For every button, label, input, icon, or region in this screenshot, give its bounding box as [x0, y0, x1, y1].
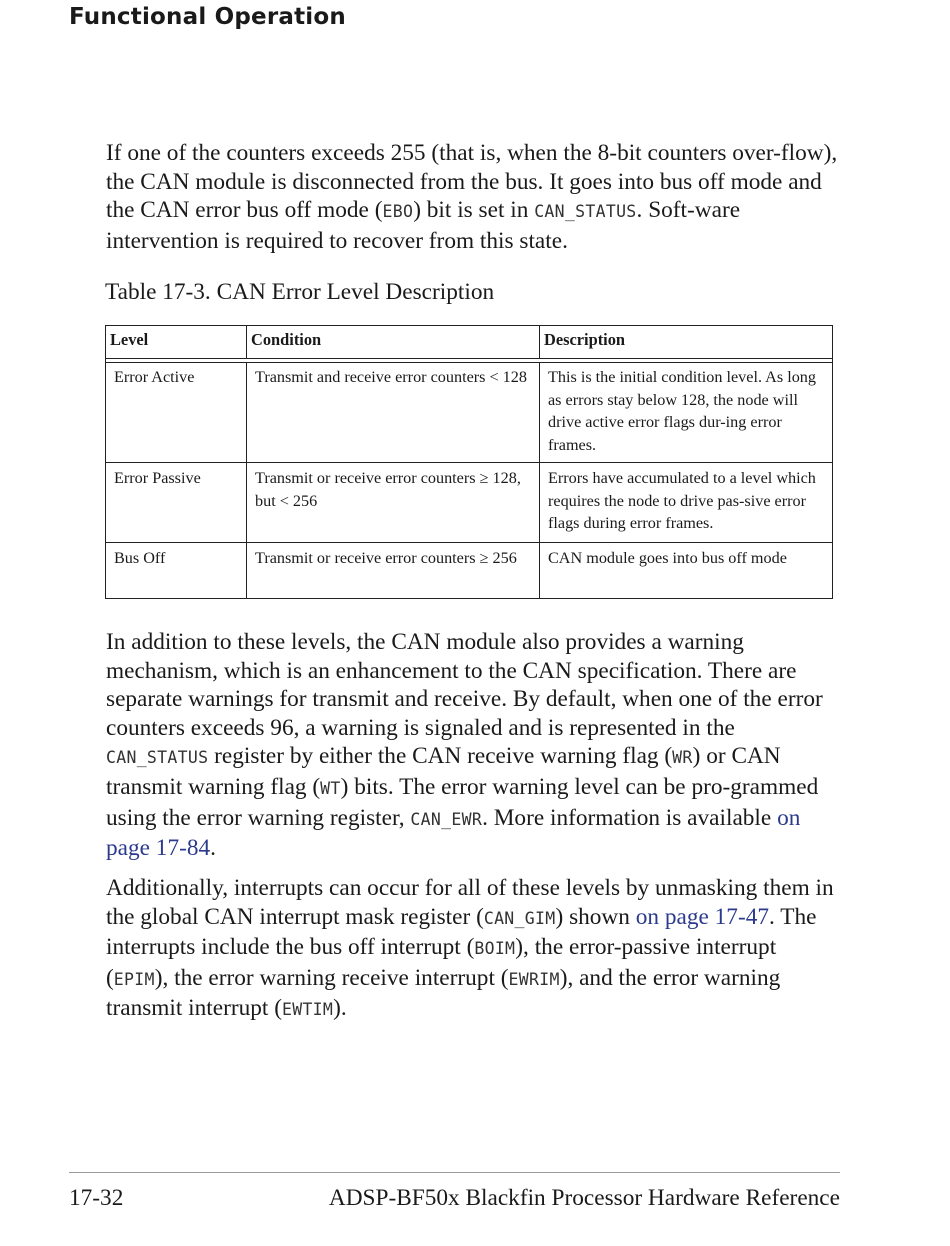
text: ), the error warning receive interrupt ( [154, 964, 509, 991]
register-can-gim: CAN_GIM [483, 908, 556, 928]
table-row [106, 543, 832, 598]
table-caption: Table 17-3. CAN Error Level Description [105, 279, 495, 305]
error-level-table [105, 325, 833, 599]
register-can-status: CAN_STATUS [106, 748, 209, 768]
cell-condition: Transmit and receive error counters < 128 [246, 362, 539, 462]
text: If one of the counters exceeds 255 (that is, when the 8-bit counters over-flow), the CAN module is disconnected from the bus. It goes into bus off mode and the CAN error bus off mode ( [106, 140, 838, 224]
register-bit-epim: EPIM [113, 969, 155, 989]
register-can-status: CAN_STATUS [534, 202, 637, 222]
book-title: ADSP-BF50x Blackfin Processor Hardware Reference [328, 1185, 840, 1211]
text: In addition to these levels, the CAN module also provides a warning mechanism, which is an enhancement to the CAN specification. There are separate warnings for transmit and receive. By default, when one of the error counters exceeds 96, a warning is signaled and is represented in the [106, 629, 823, 741]
page-number: 17-32 [69, 1185, 124, 1211]
text: ) shown [555, 903, 636, 930]
register-bit-ebo: EBO [382, 202, 414, 222]
text: Additionally, interrupts can occur for all of these levels by unmasking them in the global CAN interrupt mask register ( [106, 875, 834, 930]
section-header: Functional Operation [69, 4, 346, 30]
header-level: Level [110, 330, 149, 349]
text: register by either the CAN receive warning flag ( [208, 743, 673, 770]
paragraph-interrupts [106, 874, 841, 1025]
text: . [210, 835, 216, 862]
text: . The interrupts include the bus off interrupt ( [106, 903, 817, 961]
paragraph-warning-mechanism [106, 628, 841, 863]
cell-condition: Transmit or receive error counters ≥ 256 [246, 543, 539, 598]
cell-condition: Transmit or receive error counters ≥ 128, but < 256 [246, 463, 539, 542]
cell-description: This is the initial condition level. As long as errors stay below 128, the node will drive active error flags dur-ing error frames. [539, 362, 832, 462]
page-link-17-47[interactable]: on page 17-47 [635, 903, 770, 930]
cell-level: Error Passive [114, 469, 201, 487]
table-row [106, 362, 832, 462]
table-header-row [106, 326, 832, 358]
text: . Soft-ware intervention is required to recover from this state. [106, 197, 741, 254]
register-bit-wr: WR [672, 748, 693, 768]
paragraph-bus-off [106, 139, 841, 255]
text: ), the error-passive interrupt ( [106, 934, 777, 991]
text: ) bits. The error warning level can be pro-grammed using the error warning register, [106, 773, 819, 831]
footer-divider [69, 1172, 840, 1173]
cell-level: Error Active [114, 368, 195, 386]
register-bit-wt: WT [320, 778, 341, 798]
header-condition: Condition [246, 326, 539, 358]
cell-level: Bus Off [114, 549, 166, 567]
cell-description: Errors have accumulated to a level which requires the node to drive pas-sive error flags during error frames. [539, 463, 832, 542]
register-bit-boim: BOIM [474, 939, 516, 959]
cell-description: CAN module goes into bus off mode [539, 543, 832, 598]
text: ) bit is set in [413, 197, 535, 224]
table-row [106, 463, 832, 542]
register-can-ewr: CAN_EWR [410, 809, 483, 829]
register-bit-ewtim: EWTIM [281, 1000, 334, 1020]
page-link-17-84[interactable]: on page 17-84 [106, 804, 801, 862]
text: ). [333, 995, 347, 1022]
text: . More information is available [482, 804, 778, 831]
register-bit-ewrim: EWRIM [508, 969, 560, 989]
header-description: Description [539, 326, 832, 358]
text: ), and the error warning transmit interrupt ( [106, 964, 781, 1022]
text: ) or CAN transmit warning flag ( [106, 743, 781, 800]
